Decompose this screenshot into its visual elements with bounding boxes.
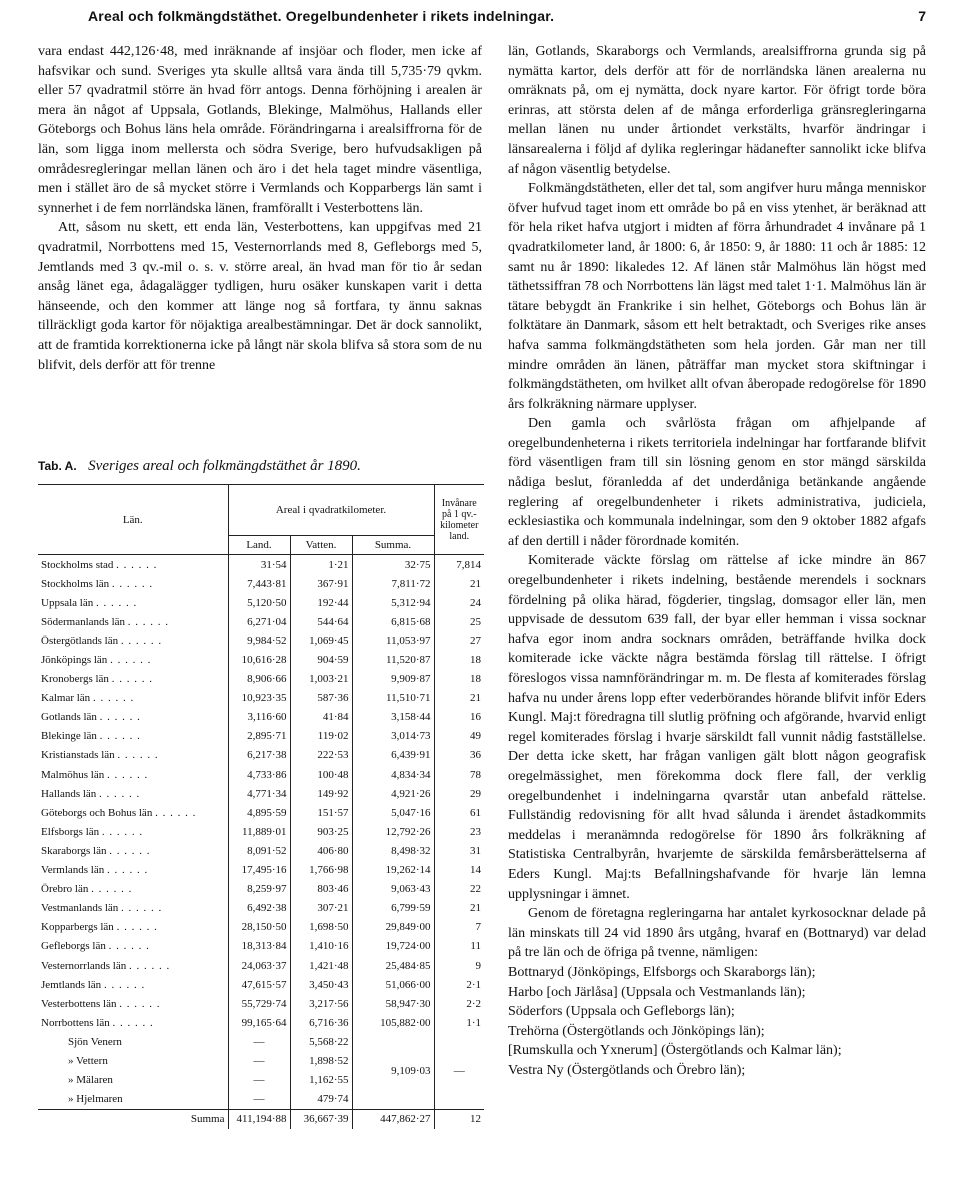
cell-summa: 6,439·91: [352, 746, 434, 765]
cell-invanare: 25: [434, 612, 484, 631]
table-row: [38, 803, 484, 822]
cell-invanare: 23: [434, 822, 484, 841]
cell-lan: [38, 899, 228, 918]
leader-dots: . . . . . .: [111, 673, 153, 686]
lan-name: Vesterbottens län: [41, 997, 117, 1010]
table-label: Tab. A.: [38, 459, 77, 473]
cell-vatten: 1,421·48: [290, 956, 352, 975]
cell-lan: [38, 918, 228, 937]
cell-vatten: 1·21: [290, 555, 352, 575]
lan-name: Malmöhus län: [41, 768, 105, 781]
lan-name: Gefleborgs län: [41, 940, 106, 953]
cell-summa: 25,484·85: [352, 956, 434, 975]
lan-name: Gotlands län: [41, 711, 97, 724]
cell-lake-name: » Mälaren: [68, 1074, 113, 1087]
right-paragraph: Folkmängdstätheten, eller det tal, som angifver huru många menniskor öfver hufvud taget inom ett område bo på en viss ytenhet, är beräknad att för hela riket hafva utgjort i midten af förra århundradet 4 invånare på 1 qvadratkilometer land, år 1800: 6, år 1850: 9, år 1880: 11 och år 1885: 12 samt nu år 1890: likaledes 12. Af länen står Malmöhus län högst med täthetssiffran 78 och Norrbottens län lägst med talet 1·1. Malmöhus län är tätare bebygdt än Frankrike i sin helhet, Göteborgs och Bohus län är folktätare än Danmark, såsom ett helt betraktadt, och Sveriges rike anses hafva samma folkmängdstätheten som hela jorden. Går man ner till mindre områden än länen, påträffar man mycket stora skiftningar i folkmängdstätheten, om hvilket allt ofvan åberopade redogörelse för 1890 års folkräkning närmare upplyser.: [508, 181, 926, 412]
cell-total-summa: 447,862·27: [352, 1109, 434, 1129]
cell-lan: [38, 822, 228, 841]
cell-land: 6,492·38: [228, 899, 290, 918]
cell-summa: 5,312·94: [352, 593, 434, 612]
cell-summa: 11,520·87: [352, 650, 434, 669]
cell-invanare: 16: [434, 708, 484, 727]
cell-vatten: 1,003·21: [290, 670, 352, 689]
cell-summa: 58,947·30: [352, 994, 434, 1013]
cell-vatten: 307·21: [290, 899, 352, 918]
header-lan: Län.: [38, 485, 228, 555]
cell-invanare: —: [434, 1032, 484, 1109]
lan-name: Stockholms stad: [41, 558, 114, 571]
cell-land: 55,729·74: [228, 994, 290, 1013]
leader-dots: . . . . . .: [103, 978, 146, 991]
cell-land: 9,984·52: [228, 631, 290, 650]
cell-summa: 9,063·43: [352, 880, 434, 899]
leader-dots: . . . . . .: [92, 692, 135, 705]
cell-summa: 7,811·72: [352, 574, 434, 593]
table-row: [38, 937, 484, 956]
table-row: [38, 593, 484, 612]
table-title: Sveriges areal och folkmängdstäthet år 1890.: [88, 458, 361, 474]
cell-land: 6,271·04: [228, 612, 290, 631]
leader-dots: . . . . . .: [117, 749, 159, 762]
leader-dots: . . . . . .: [99, 711, 141, 724]
cell-vatten: 1,898·52: [290, 1051, 352, 1070]
leader-dots: . . . . . .: [120, 634, 163, 647]
cell-land: —: [228, 1032, 290, 1051]
cell-lan: [38, 861, 228, 880]
cell-invanare: 61: [434, 803, 484, 822]
cell-total-land: 411,194·88: [228, 1109, 290, 1129]
header-land: Land.: [228, 536, 290, 555]
cell-land: 3,116·60: [228, 708, 290, 727]
leader-dots: . . . . . .: [110, 654, 152, 667]
cell-vatten: 1,410·16: [290, 937, 352, 956]
lan-name: Kronobergs län: [41, 673, 109, 686]
cell-summa: 4,921·26: [352, 784, 434, 803]
cell-vatten: 544·64: [290, 612, 352, 631]
cell-vatten: 100·48: [290, 765, 352, 784]
right-paragraph: Komiterade väckte förslag om rättelse af icke mindre än 867 oregelbundenheter i rikets indelning, bestående merendels i socknars fördelning på olika härad, fögderier, tingslag, domsagor eller län, men uppvisade de dessutom 639 fall, der byar eller hemman i vissa socknar hafva egor inom andra socknars områden, beträffande hvilka dock komiterade icke väckte några bestämda förslag till rättelse. I öfrigt föreslogos vissa namnförändringar m. m. De flesta af komiterades förslag hafva nu under årens lopp efter vederbörandes hörande blifvit inför Eders Kungl. Maj:t föredragna till slutlig pröfning och afgörande, hvarvid enligt regel komiterades förslag i hvarje särskildt fall vunnit nådig fastställelse. Der detta icke skett, har frågan vanligen gält blott någon geografisk oregelmässighet, men förekomma dock flere fall, der verklig oregelbundenhet i indelningarna qvarstår utan anbefald rättelse. Fullständig redovisning för allt hvad sålunda i ärendet åstadkommits meddelas i meranämnda redogörelse för 1890 års folkräkning af Statistiska Centralbyrån, hvarjemte de särskilda femårsberättelserna af Eders Kungl. Maj:ts Befallningshafvande för hvarje län lemna upplysningar i ämnet.: [508, 553, 926, 902]
cell-land: 10,616·28: [228, 650, 290, 669]
cell-lan: [38, 631, 228, 650]
cell-lan: [38, 574, 228, 593]
cell-vatten: 119·02: [290, 727, 352, 746]
cell-summa: 51,066·00: [352, 975, 434, 994]
table-row: [38, 765, 484, 784]
leader-dots: . . . . . .: [121, 902, 163, 915]
cell-summa: 105,882·00: [352, 1013, 434, 1032]
cell-summa: 29,849·00: [352, 918, 434, 937]
cell-invanare: 31: [434, 841, 484, 860]
cell-lan: [38, 593, 228, 612]
table-row: [38, 975, 484, 994]
cell-invanare: 49: [434, 727, 484, 746]
cell-land: 8,259·97: [228, 880, 290, 899]
cell-vatten: 1,698·50: [290, 918, 352, 937]
cell-summa: 3,014·73: [352, 727, 434, 746]
cell-land: —: [228, 1051, 290, 1070]
cell-invanare: 9: [434, 956, 484, 975]
cell-land: 18,313·84: [228, 937, 290, 956]
header-invanare: Invånare på 1 qv.-kilometer land.: [434, 485, 484, 555]
cell-summa: 6,799·59: [352, 899, 434, 918]
cell-summa: 19,724·00: [352, 937, 434, 956]
cell-invanare: 36: [434, 746, 484, 765]
cell-vatten: 1,162·55: [290, 1071, 352, 1090]
page-number: 7: [918, 8, 926, 24]
areal-table: [38, 484, 484, 1129]
running-title: Areal och folkmängdstäthet. Oregelbundenheter i rikets indelningar.: [88, 8, 555, 24]
table-row: [38, 612, 484, 631]
cell-lan: [38, 880, 228, 899]
right-paragraph: län, Gotlands, Skaraborgs och Vermlands, arealsiffrorna grunda sig på nymätta kartor, dels derför att för de norrländska länen arealerna nu omräknats på, om ej nymätta, dock nyare kartor. För öfrigt torde böra erinras, att största delen af de många erforderliga gränsregleringarna mellan länen nu under årtiondet verkstälts, hvarför ändringar i länsarealerna i följd af dylika regleringar hädanefter sannolikt icke blifva af någon väsentlig betydelse.: [508, 44, 926, 177]
cell-land: 11,889·01: [228, 822, 290, 841]
cell-invanare: 2·1: [434, 975, 484, 994]
cell-land: 4,895·59: [228, 803, 290, 822]
lan-name: Skaraborgs län: [41, 844, 107, 857]
cell-vatten: 367·91: [290, 574, 352, 593]
cell-vatten: 149·92: [290, 784, 352, 803]
leader-dots: . . . . . .: [116, 558, 158, 571]
table-row: [38, 861, 484, 880]
cell-land: 47,615·57: [228, 975, 290, 994]
table-row: [38, 689, 484, 708]
cell-lan: [38, 746, 228, 765]
cell-invanare: 14: [434, 861, 484, 880]
cell-invanare: 24: [434, 593, 484, 612]
table-row: [38, 918, 484, 937]
table-row: [38, 650, 484, 669]
cell-vatten: 587·36: [290, 689, 352, 708]
table-row: [38, 555, 484, 575]
cell-land: —: [228, 1090, 290, 1110]
leader-dots: . . . . . .: [101, 825, 144, 838]
cell-lan: [38, 727, 228, 746]
cell-lakes-summa: 9,109·03: [352, 1032, 434, 1109]
cell-summa: 11,510·71: [352, 689, 434, 708]
table-row: [38, 841, 484, 860]
cell-land: 5,120·50: [228, 593, 290, 612]
parish-item: Trehörna (Östergötlands och Jönköpings län);: [508, 1023, 765, 1039]
lan-name: Kopparbergs län: [41, 921, 114, 934]
parish-item: Söderfors (Uppsala och Gefleborgs län);: [508, 1004, 735, 1020]
cell-land: 7,443·81: [228, 574, 290, 593]
cell-land: 99,165·64: [228, 1013, 290, 1032]
cell-vatten: 41·84: [290, 708, 352, 727]
cell-total-invanare: 12: [434, 1109, 484, 1129]
lan-name: Hallands län: [41, 787, 97, 800]
leader-dots: . . . . . .: [91, 883, 133, 896]
table-row: [38, 746, 484, 765]
lan-name: Uppsala län: [41, 596, 94, 609]
lan-name: Vestmanlands län: [41, 902, 119, 915]
table-row: [38, 880, 484, 899]
table-row: [38, 574, 484, 593]
lan-name: Stockholms län: [41, 577, 110, 590]
table-caption: [38, 458, 482, 475]
cell-summa: 4,834·34: [352, 765, 434, 784]
leader-dots: . . . . . .: [155, 806, 197, 819]
lan-name: Göteborgs och Bohus län: [41, 806, 153, 819]
table-row: [38, 708, 484, 727]
lan-name: Elfsborgs län: [41, 825, 100, 838]
cell-vatten: 903·25: [290, 822, 352, 841]
cell-land: 8,091·52: [228, 841, 290, 860]
leader-dots: . . . . . .: [106, 864, 149, 877]
leader-dots: . . . . . .: [99, 730, 141, 743]
cell-vatten: 1,766·98: [290, 861, 352, 880]
lake-row: [38, 1032, 484, 1051]
leader-dots: . . . . . .: [95, 596, 138, 609]
right-column: [508, 42, 926, 1080]
lan-name: Kristianstads län: [41, 749, 115, 762]
header-summa: Summa.: [352, 536, 434, 555]
table-row: [38, 822, 484, 841]
cell-summa: 12,792·26: [352, 822, 434, 841]
cell-summa: 32·75: [352, 555, 434, 575]
lan-name: Örebro län: [41, 883, 89, 896]
cell-invanare: 7: [434, 918, 484, 937]
cell-summa: 8,498·32: [352, 841, 434, 860]
cell-lan: [38, 670, 228, 689]
total-row: [38, 1109, 484, 1129]
header-vatten: Vatten.: [290, 536, 352, 555]
cell-vatten: 6,716·36: [290, 1013, 352, 1032]
cell-invanare: 18: [434, 650, 484, 669]
cell-total-label: Summa: [38, 1109, 228, 1129]
cell-invanare: 78: [434, 765, 484, 784]
header-areal: Areal i qvadratkilometer.: [228, 485, 434, 536]
cell-land: —: [228, 1071, 290, 1090]
cell-vatten: 479·74: [290, 1090, 352, 1110]
cell-lan: [38, 650, 228, 669]
leader-dots: . . . . . .: [108, 940, 150, 953]
parish-item: Vestra Ny (Östergötlands och Örebro län);: [508, 1062, 746, 1078]
cell-invanare: 2·2: [434, 994, 484, 1013]
parish-item: [Rumskulla och Yxnerum] (Östergötlands och Kalmar län);: [508, 1043, 842, 1059]
cell-land: 31·54: [228, 555, 290, 575]
cell-summa: 9,909·87: [352, 670, 434, 689]
lan-name: Norrbottens län: [41, 1016, 110, 1029]
table-row: [38, 631, 484, 650]
table-row: [38, 784, 484, 803]
cell-land: 2,895·71: [228, 727, 290, 746]
cell-land: 4,733·86: [228, 765, 290, 784]
table-row: [38, 899, 484, 918]
cell-land: 28,150·50: [228, 918, 290, 937]
cell-vatten: 5,568·22: [290, 1032, 352, 1051]
cell-vatten: 803·46: [290, 880, 352, 899]
table-row: [38, 1013, 484, 1032]
cell-lan: [38, 956, 228, 975]
leader-dots: . . . . . .: [107, 768, 149, 781]
cell-invanare: 21: [434, 689, 484, 708]
parish-item: Harbo [och Järlåsa] (Uppsala och Vestmanlands län);: [508, 984, 806, 1000]
cell-lan: [38, 975, 228, 994]
cell-total-vatten: 36,667·39: [290, 1109, 352, 1129]
cell-invanare: 29: [434, 784, 484, 803]
left-paragraph: vara endast 442,126·48, med inräknande af insjöar och floder, men icke af hafsvikar och sund. Sveriges yta skulle alltså vara ända till 5,735·79 qvkm. eller 57 qvadratmil större än hvad förr antogs. Denna förhöjning i arealen är mera än något af Uppsala, Gotlands, Blekinge, Malmöhus, Hallands eller Göteborgs och Bohus läns hela område. Förändringarna i arealsiffrorna för de län, som ligga inom mellersta och södra Sverige, bero hufvudsakligen på områdesregleringar mellan länen och äro i det hela taget mindre väsentliga, men i stället äro de så mycket större i Vermlands och Kopparbergs län samt i synnerhet i de fem norrländska länen, framförallt i Vesterbottens län.: [38, 44, 482, 216]
leader-dots: . . . . . .: [111, 577, 154, 590]
table-row: [38, 670, 484, 689]
cell-invanare: 18: [434, 670, 484, 689]
cell-vatten: 222·53: [290, 746, 352, 765]
cell-lan: [38, 994, 228, 1013]
cell-vatten: 192·44: [290, 593, 352, 612]
right-paragraph: Genom de företagna regleringarna har antalet kyrkosocknar delade på län minskats till 24 vid 1890 års utgång, hvaraf en (Bottnaryd) var delad på tre län och de öfriga på tvenne, nämligen:: [508, 906, 926, 961]
left-paragraph: Att, såsom nu skett, ett enda län, Vesterbottens, kan uppgifvas med 21 qvadratmil, Norrbottens med 15, Vesternorrlands med 8, Gefleborgs med 5, Jemtlands med 3 qv.-mil o. s. v. större areal, än hvad man för tio år sedan ansåg länet ega, ådagalägger tydligen, huru osäker kunskapen varit i detta hänseende, och den kommer att länge nog så fortfara, ty ännu saknas tillräckligt goda kartor för nöjaktiga arealbestämningar. Det är dock sannolikt, att de framtida korrektionerna icke på långt när skola blifva så stora som de nu blifvit, dels derför att för trenne: [38, 220, 482, 373]
cell-vatten: 151·57: [290, 803, 352, 822]
page-header: [38, 0, 938, 26]
cell-lan: [38, 841, 228, 860]
cell-vatten: 1,069·45: [290, 631, 352, 650]
table-row: [38, 994, 484, 1013]
lan-name: Blekinge län: [41, 730, 97, 743]
cell-lan: [38, 555, 228, 575]
cell-summa: 5,047·16: [352, 803, 434, 822]
left-column: [38, 42, 482, 375]
leader-dots: . . . . . .: [116, 921, 158, 934]
cell-lan: [38, 784, 228, 803]
cell-lake-name: » Vettern: [68, 1054, 108, 1067]
leader-dots: . . . . . .: [119, 997, 161, 1010]
cell-invanare: 27: [434, 631, 484, 650]
cell-summa: 19,262·14: [352, 861, 434, 880]
table-row: [38, 956, 484, 975]
cell-invanare: 21: [434, 574, 484, 593]
lan-name: Jemtlands län: [41, 978, 102, 991]
lan-name: Södermanlands län: [41, 615, 126, 628]
leader-dots: . . . . . .: [127, 615, 170, 628]
cell-lan: [38, 803, 228, 822]
cell-summa: 6,815·68: [352, 612, 434, 631]
cell-land: 10,923·35: [228, 689, 290, 708]
leader-dots: . . . . . .: [99, 787, 141, 800]
cell-lake-name: Sjön Venern: [68, 1035, 122, 1048]
cell-lan: [38, 937, 228, 956]
cell-invanare: 22: [434, 880, 484, 899]
cell-vatten: 904·59: [290, 650, 352, 669]
cell-land: 17,495·16: [228, 861, 290, 880]
cell-summa: 11,053·97: [352, 631, 434, 650]
cell-land: 24,063·37: [228, 956, 290, 975]
parish-item: Bottnaryd (Jönköpings, Elfsborgs och Skaraborgs län);: [508, 964, 816, 980]
lan-name: Vermlands län: [41, 864, 105, 877]
cell-vatten: 3,217·56: [290, 994, 352, 1013]
cell-lan: [38, 765, 228, 784]
cell-lan: [38, 708, 228, 727]
lan-name: Jönköpings län: [41, 654, 108, 667]
cell-invanare: 1·1: [434, 1013, 484, 1032]
cell-lan: [38, 612, 228, 631]
lan-name: Vesternorrlands län: [41, 959, 127, 972]
cell-invanare: 7,814: [434, 555, 484, 575]
lan-name: Östergötlands län: [41, 634, 119, 647]
cell-lake-name: » Hjelmaren: [68, 1093, 123, 1106]
parish-list: [508, 963, 926, 1081]
cell-land: 8,906·66: [228, 670, 290, 689]
table-row: [38, 727, 484, 746]
right-paragraph: Den gamla och svårlösta frågan om afhjelpande af oregelbundenheterna i rikets territoriela indelningar har fortfarande blifvit förd väsentligen fram till sin lösning genom en stor mängd särskilda nådiga beslut, föranledda af det underdåniga betänkande angående reglering af oregelbundenheter i rikets administrativa, judiciela, ecklesiastika och kommunala indelningar, som den 9 oktober 1882 afgafs af den dertill i nåder förordnade komitén.: [508, 416, 926, 549]
cell-invanare: 21: [434, 899, 484, 918]
cell-summa: 3,158·44: [352, 708, 434, 727]
cell-land: 6,217·38: [228, 746, 290, 765]
leader-dots: . . . . . .: [109, 844, 151, 857]
cell-lan: [38, 1013, 228, 1032]
table-body: [38, 555, 484, 1129]
cell-land: 4,771·34: [228, 784, 290, 803]
lan-name: Kalmar län: [41, 692, 91, 705]
leader-dots: . . . . . .: [128, 959, 171, 972]
leader-dots: . . . . . .: [112, 1016, 154, 1029]
cell-invanare: 11: [434, 937, 484, 956]
cell-vatten: 3,450·43: [290, 975, 352, 994]
cell-lan: [38, 689, 228, 708]
cell-vatten: 406·80: [290, 841, 352, 860]
